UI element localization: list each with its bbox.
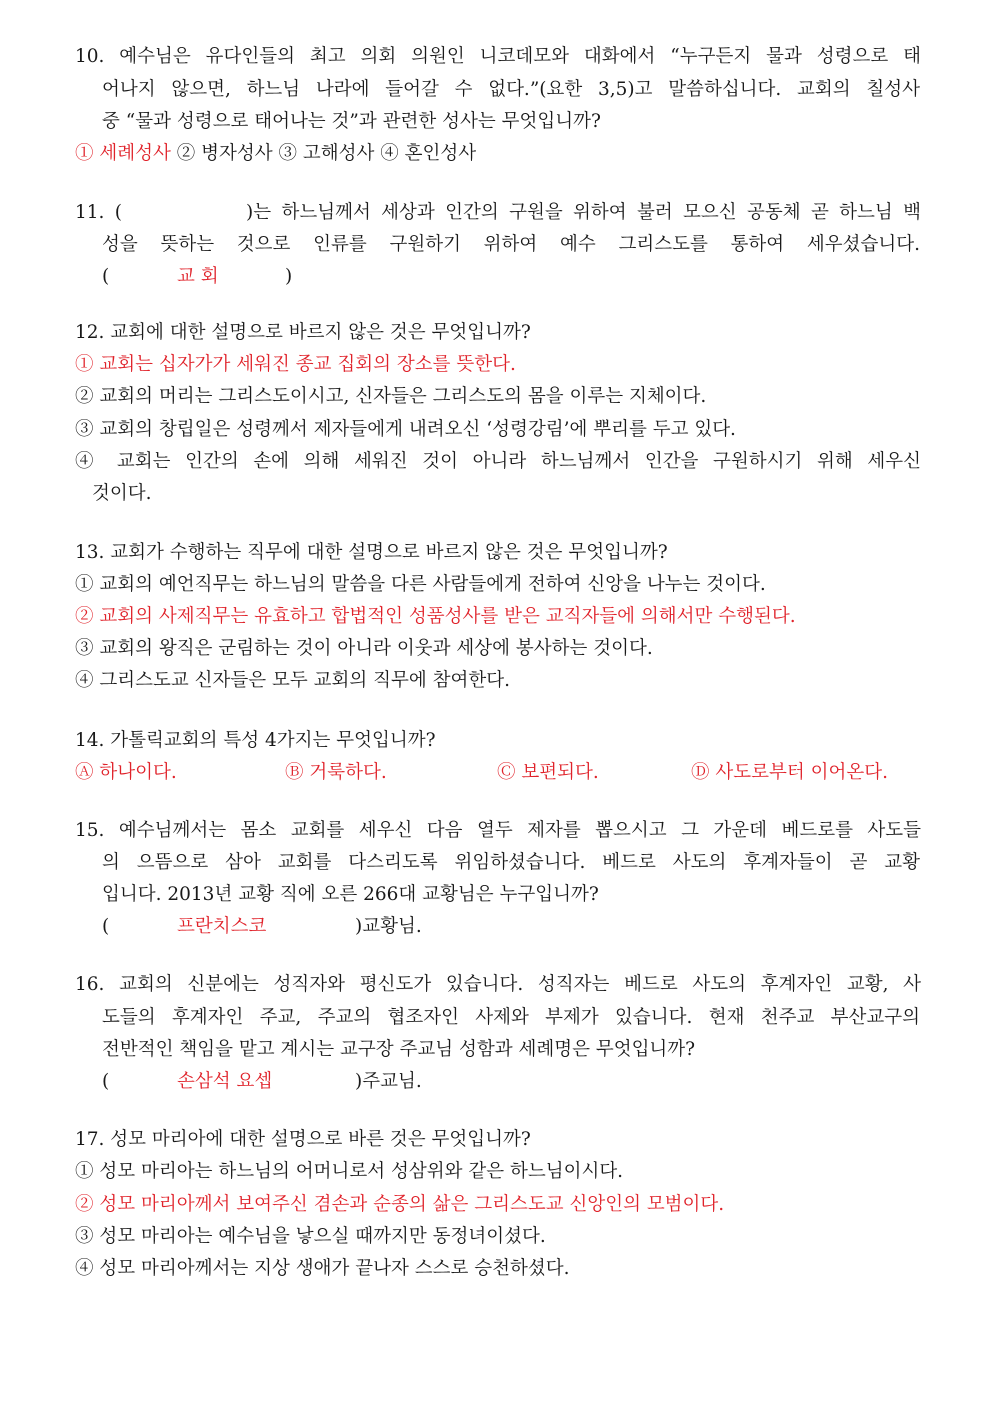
q13-option-4: ④ 그리스도교 신자들은 모두 교회의 직무에 참여한다. [75,670,510,691]
q13-option-3: ③ 교회의 왕직은 군림하는 것이 아니라 이웃과 세상에 봉사하는 것이다. [75,638,653,659]
q10-line1: 10. 예수님은 유다인들의 최고 의회 의원인 니코데모와 대화에서 “누구든지 물과 성령으로 태 [75,46,921,67]
q12-option-2: ② 교회의 머리는 그리스도이시고, 신자들은 그리스도의 몸을 이루는 지체이다. [75,386,707,407]
q16-line3: 전반적인 책임을 맡고 계시는 교구장 주교님 성함과 세례명은 무엇입니까? [102,1039,696,1060]
q11-answer: 교 회 [177,266,219,287]
q17-option-4: ④ 성모 마리아께서는 지상 생애가 끝나자 스스로 승천하셨다. [75,1258,570,1279]
q15-line2: 의 으뜸으로 삼아 교회를 다스리도록 위임하셨습니다. 베드로 사도의 후계자들이 곧 교황 [102,852,920,873]
q11-line1: 11. ( )는 하느님께서 세상과 인간의 구원을 위하여 불러 모으신 공동체 곧 하느님 백 [75,202,921,223]
q16-line2: 도들의 후계자인 주교, 주교의 협조자인 사제와 부제가 있습니다. 현재 천주교 부산교구의 [102,1007,920,1028]
q15-line3: 입니다. 2013년 교황 직에 오른 266대 교황님은 누구입니까? [102,884,599,905]
q12-option-4b: 것이다. [92,483,152,504]
q14-trait-c: Ⓒ 보편되다. [497,762,599,783]
q16-answer: 손삼석 요셉 [177,1071,273,1092]
q15-answer: 프란치스코 [177,916,267,937]
q15-suffix: )교황님. [355,916,422,937]
q12-option-3: ③ 교회의 창립일은 성령께서 제자들에게 내려오신 ‘성령강림’에 뿌리를 두고 있다. [75,419,736,440]
q17-option-3: ③ 성모 마리아는 예수님을 낳으실 때까지만 동정녀이셨다. [75,1226,546,1247]
q14-trait-b: Ⓑ 거룩하다. [285,762,387,783]
q17-option-2: ② 성모 마리아께서 보여주신 겸손과 순종의 삶은 그리스도교 신앙인의 모범이다. [75,1194,725,1215]
q12-stem: 12. 교회에 대한 설명으로 바르지 않은 것은 무엇입니까? [75,322,531,343]
q11-answer-line [0,262,992,292]
q10-options [75,139,476,169]
q12-option-4a: ④ 교회는 인간의 손에 의해 세워진 것이 아니라 하느님께서 인간을 구원하시기 위해 세우신 [75,451,921,472]
q10-line3: 중 “물과 성령으로 태어나는 것”과 관련한 성사는 무엇입니까? [102,111,601,132]
q15-answer-line [0,912,992,942]
q14-trait-a: Ⓐ 하나이다. [75,762,177,783]
q17-stem: 17. 성모 마리아에 대한 설명으로 바른 것은 무엇입니까? [75,1129,531,1150]
q14-stem: 14. 가톨릭교회의 특성 4가지는 무엇입니까? [75,730,436,751]
q13-option-1: ① 교회의 예언직무는 하느님의 말씀을 다른 사람들에게 전하여 신앙을 나누는 것이다. [75,574,766,595]
q13-stem: 13. 교회가 수행하는 직무에 대한 설명으로 바르지 않은 것은 무엇입니까? [75,542,668,563]
q16-open-paren: ( [102,1071,110,1092]
q16-suffix: )주교님. [355,1071,422,1092]
q11-open-paren: ( [102,266,110,287]
q13-option-2: ② 교회의 사제직무는 유효하고 합법적인 성품성사를 받은 교직자들에 의해서만 수행된다. [75,606,796,627]
q17-option-1: ① 성모 마리아는 하느님의 어머니로서 성삼위와 같은 하느님이시다. [75,1161,624,1182]
q11-line2: 성을 뜻하는 것으로 인류를 구원하기 위하여 예수 그리스도를 통하여 세우셨습니다. [102,234,920,255]
q15-line1: 15. 예수님께서는 몸소 교회를 세우신 다음 열두 제자를 뽑으시고 그 가운데 베드로를 사도들 [75,820,921,841]
q16-answer-line [0,1067,992,1097]
q15-open-paren: ( [102,916,110,937]
q10-line2: 어나지 않으면, 하느님 나라에 들어갈 수 없다.”(요한 3,5)고 말씀하십니다. 교회의 칠성사 [102,79,920,100]
q16-line1: 16. 교회의 신분에는 성직자와 평신도가 있습니다. 성직자는 베드로 사도의 후계자인 교황, 사 [75,974,921,995]
q11-close-paren: ) [285,266,293,287]
q12-option-1: ① 교회는 십자가가 세워진 종교 집회의 장소를 뜻한다. [75,354,516,375]
q10-answer-option: ① 세례성사 [75,143,171,164]
q10-other-options: ② 병자성사 ③ 고해성사 ④ 혼인성사 [176,143,477,164]
q14-trait-d: Ⓓ 사도로부터 이어온다. [691,762,888,783]
